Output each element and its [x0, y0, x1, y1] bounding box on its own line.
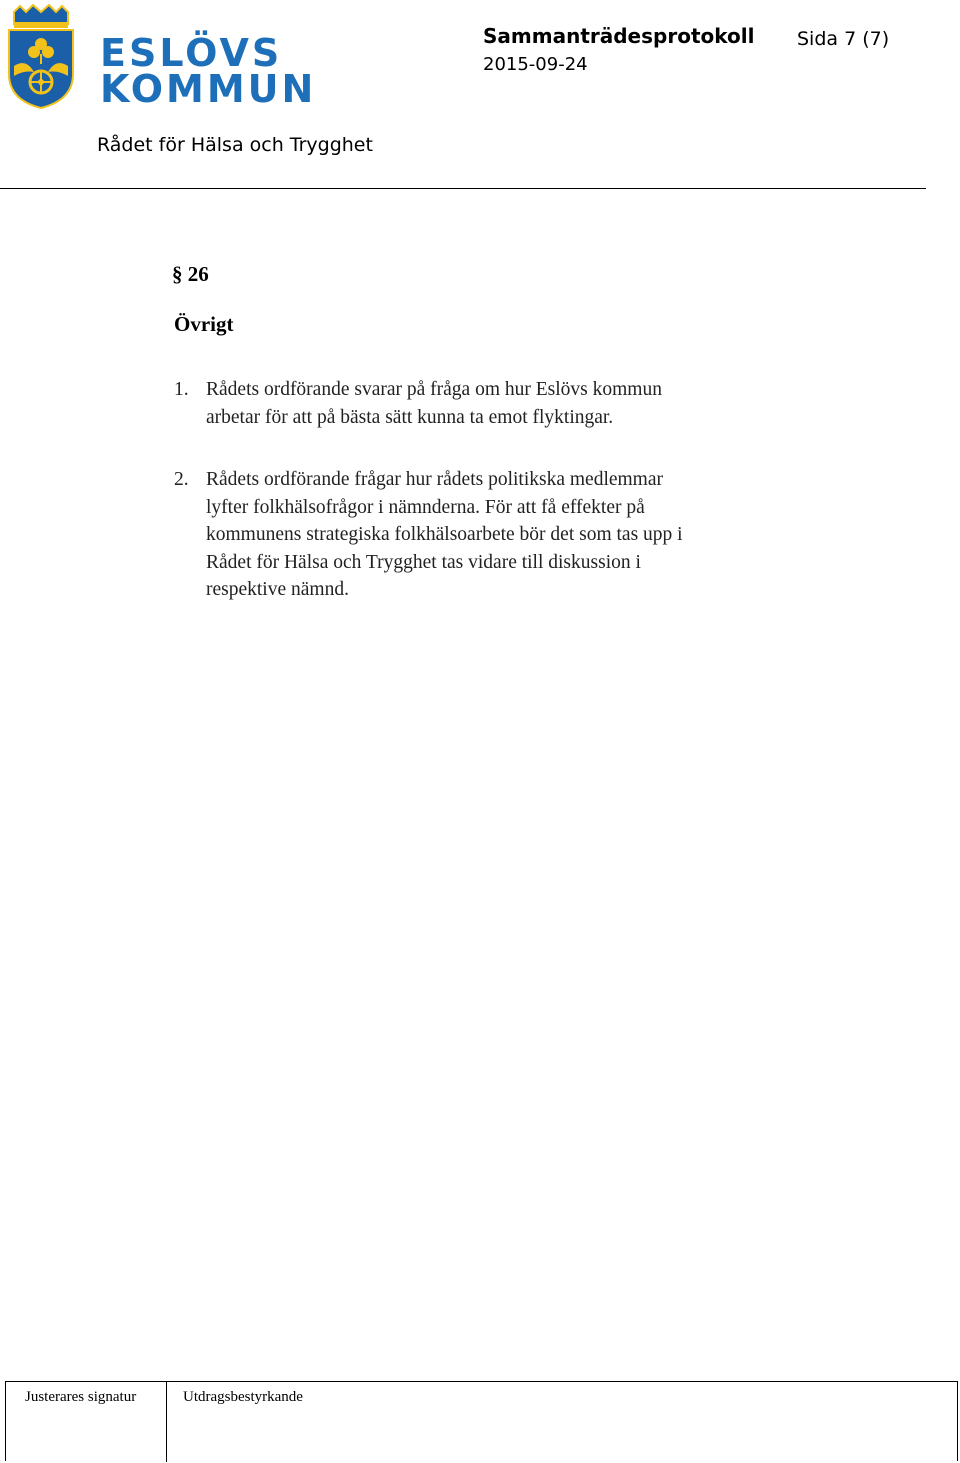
list-item-number: 2.	[174, 469, 189, 490]
list-item-number: 1.	[174, 379, 189, 400]
section-title: Övrigt	[174, 312, 234, 336]
document-date: 2015-09-24	[483, 54, 588, 75]
logo-text-line2: KOMMUN	[100, 67, 317, 111]
logo-text-line1: ESLÖVS	[100, 31, 283, 75]
list-item-text	[206, 376, 816, 431]
document-type: Sammanträdesprotokoll	[483, 24, 755, 48]
paragraph-number	[172, 262, 209, 287]
text-line: Rådets ordförande frågar hur rådets politikska medlemmar	[206, 469, 664, 490]
footer-divider	[166, 1382, 167, 1462]
section-sign-icon: §	[172, 262, 183, 286]
signature-footer	[5, 1381, 958, 1461]
list-item-text	[206, 466, 816, 604]
text-line: Rådet för Hälsa och Trygghet tas vidare till diskussion i	[206, 551, 641, 573]
municipality-logo	[6, 4, 317, 111]
text-line: respektive nämnd.	[206, 579, 349, 600]
coat-of-arms-icon	[6, 4, 76, 110]
paragraph-number-value: 26	[187, 262, 209, 286]
page-number: Sida 7 (7)	[797, 28, 890, 50]
text-line: kommunens strategiska folkhälsoarbete bör det som tas upp i	[206, 524, 683, 545]
header-divider	[0, 188, 926, 189]
text-line: arbetar för att på bästa sätt kunna ta emot flyktingar.	[206, 406, 614, 428]
signature-label: Justerares signatur	[25, 1389, 137, 1405]
text-line: lyfter folkhälsofrågor i nämnderna. För att få effekter på	[206, 496, 645, 518]
organization-name: Rådet för Hälsa och Trygghet	[97, 134, 373, 156]
text-line: Rådets ordförande svarar på fråga om hur Eslövs kommun	[206, 379, 662, 400]
excerpt-label: Utdragsbestyrkande	[183, 1389, 303, 1405]
